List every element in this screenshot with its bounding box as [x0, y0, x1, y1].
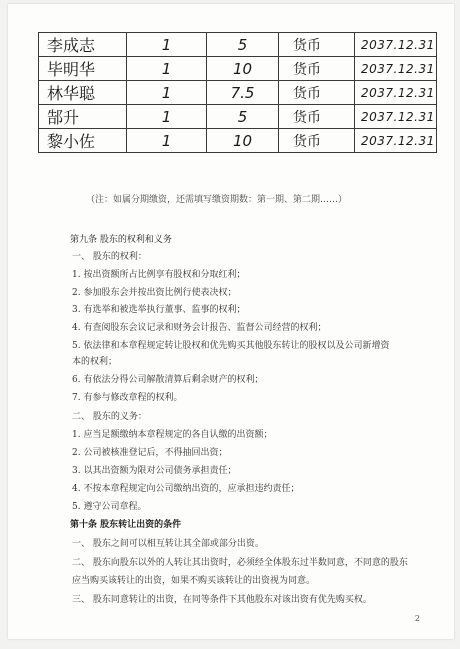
right-item-continued: 本的权利；: [72, 357, 118, 367]
document-page: [8, 4, 454, 639]
transfer-paragraph: 一、 股东之间可以相互转让其全部或部分出资。: [72, 539, 264, 549]
shareholder-table: [38, 32, 437, 153]
contribution-count: 1: [127, 33, 207, 57]
contribution-date: 2037.12.31: [355, 33, 437, 57]
duty-item: 2. 公司被核准登记后，不得抽回出资；: [72, 448, 228, 458]
contribution-amount: 10: [207, 129, 279, 153]
contribution-count: 1: [127, 129, 207, 153]
contribution-amount: 10: [207, 57, 279, 81]
article-10-title: 第十条 股东转让出资的条件: [70, 520, 182, 530]
table-row: [39, 129, 437, 153]
duty-item: 4. 不按本章程规定向公司缴纳出资的，应承担违约责任；: [72, 484, 300, 494]
contribution-form: 货币: [279, 129, 355, 153]
right-item: 2. 参加股东会并按出资比例行使表决权；: [72, 288, 237, 298]
contribution-date: 2037.12.31: [355, 105, 437, 129]
right-item: 1. 按出资额所占比例享有股权和分取红利；: [72, 270, 246, 280]
duty-item: 3. 以其出资额为限对公司债务承担责任；: [72, 466, 237, 476]
table-row: [39, 105, 437, 129]
shareholder-name: 毕明华: [39, 57, 127, 81]
contribution-count: 1: [127, 81, 207, 105]
transfer-paragraph: 二、 股东向股东以外的人转让其出资时，必须经全体股东过半数同意，不同意的股东: [72, 558, 408, 568]
contribution-amount: 7.5: [207, 81, 279, 105]
table-row: [39, 33, 437, 57]
page-number: 2: [414, 614, 420, 623]
right-item: 6. 有依法分得公司解散清算后剩余财产的权利；: [72, 375, 264, 385]
contribution-count: 1: [127, 105, 207, 129]
contribution-form: 货币: [279, 57, 355, 81]
duty-item: 5. 遵守公司章程。: [72, 502, 147, 512]
right-item: 7. 有参与修改章程的权利。: [72, 393, 183, 403]
article-9-title: 第九条 股东的权利和义务: [70, 235, 172, 245]
right-item: 5. 依法律和本章程规定转让股权和优先购买其他股东转让的股权以及公司新增资: [72, 341, 390, 351]
contribution-date: 2037.12.31: [355, 129, 437, 153]
shareholder-name: 林华聪: [39, 81, 127, 105]
shareholder-name: 郜升: [39, 105, 127, 129]
contribution-form: 货币: [279, 81, 355, 105]
table-row: [39, 81, 437, 105]
right-item: 4. 有查阅股东会议记录和财务会计报告、监督公司经营的权利；: [72, 323, 327, 333]
right-item: 3. 有选举和被选举执行董事、监事的权利；: [72, 305, 246, 315]
duty-item: 1. 应当足额缴纳本章程规定的各自认缴的出资额；: [72, 430, 273, 440]
contribution-date: 2037.12.31: [355, 81, 437, 105]
table-row: [39, 57, 437, 81]
installment-note: （注：如属分期缴资，还需填写缴资期数：第一期、第二期……）: [86, 195, 348, 205]
shareholder-name: 黎小佐: [39, 129, 127, 153]
duties-heading: 二、 股东的义务：: [72, 412, 147, 422]
contribution-amount: 5: [207, 33, 279, 57]
shareholder-name: 李成志: [39, 33, 127, 57]
contribution-amount: 5: [207, 105, 279, 129]
transfer-paragraph: 三、 股东同意转让的出资，在同等条件下其他股东对该出资有优先购买权。: [72, 595, 372, 605]
contribution-form: 货币: [279, 105, 355, 129]
contribution-date: 2037.12.31: [355, 57, 437, 81]
contribution-count: 1: [127, 57, 207, 81]
transfer-paragraph-continued: 应当购买该转让的出资，如果不购买该转让的出资视为同意。: [72, 576, 316, 586]
rights-heading: 一、 股东的权利：: [72, 252, 147, 262]
contribution-form: 货币: [279, 33, 355, 57]
